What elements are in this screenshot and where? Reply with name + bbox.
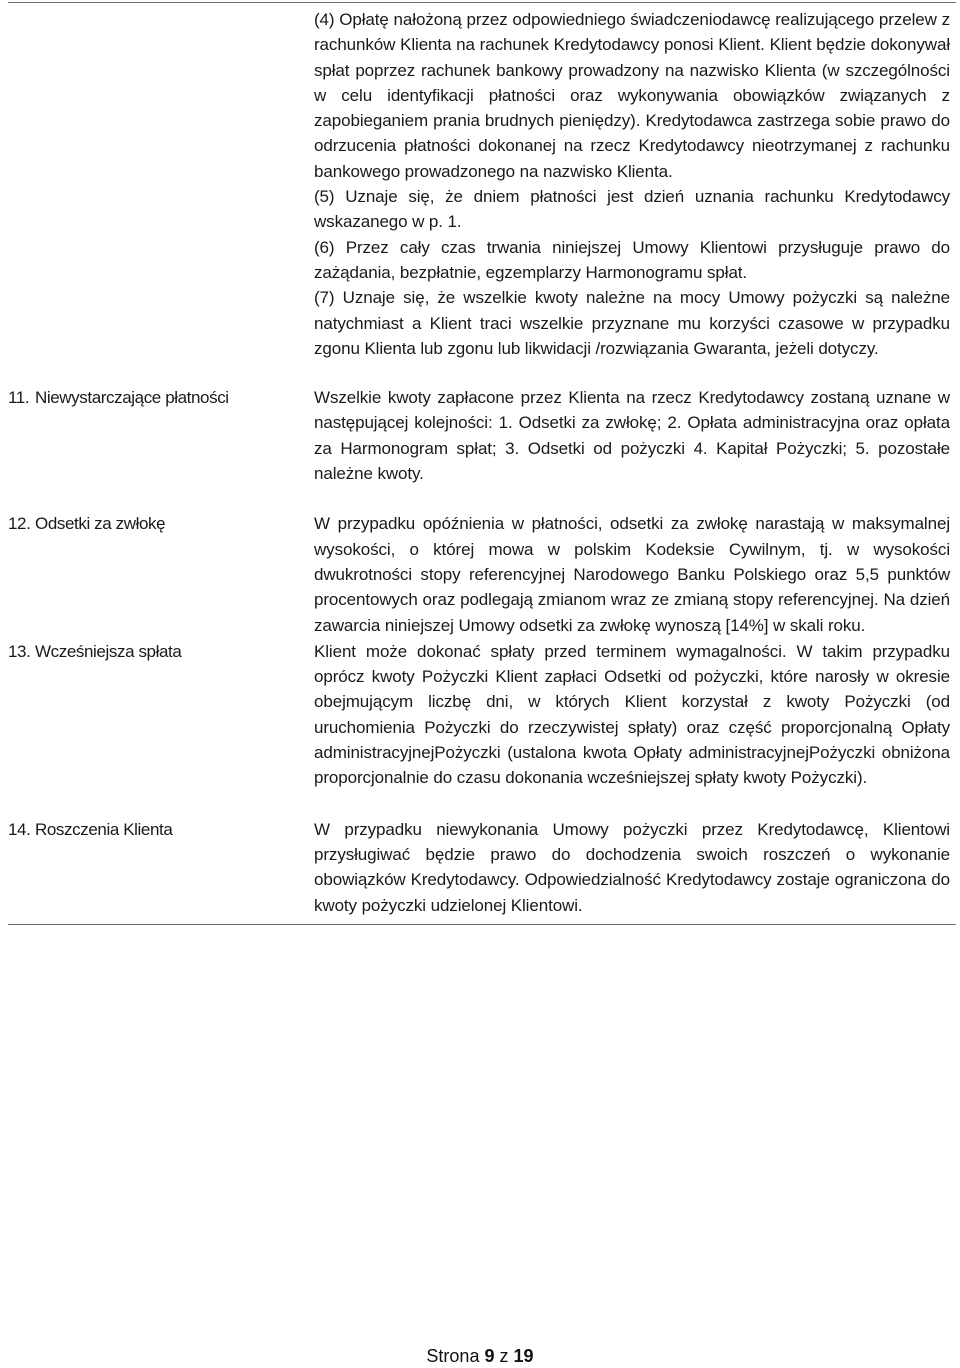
paragraph: (5) Uznaje się, że dniem płatności jest dzień uznania rachunku Kredytodawcy wskazanego w p. 1. bbox=[314, 187, 950, 232]
section-number: 12. bbox=[8, 514, 31, 534]
section-content bbox=[314, 7, 950, 361]
section-title: Wcześniejsza spłata bbox=[35, 641, 182, 661]
paragraph: (4) Opłatę nałożoną przez odpowiedniego świadczeniodawcę realizującego przelew z rachunków Klienta na rachunek Kredytodawcy ponosi Klient. Klient będzie dokonywał spłat poprzez rachunek bankowy prowadzony na nazwisko Klienta (w szczególności w celu identyfikacji płatności oraz wykonywania obowiązków związanych z zapobieganiem prania brudnych pieniędzy). Kredytodawca zastrzega sobie prawo do odrzucenia płatności dokonanej na rzecz Kredytodawcy nieotrzymanej z rachunku bankowego prowadzonego na nazwisko Klienta. bbox=[314, 10, 950, 181]
section-content bbox=[314, 385, 950, 486]
paragraph: (6) Przez cały czas trwania niniejszej Umowy Klientowi przysługuje prawo do zażądania, bezpłatnie, egzemplarzy Harmonogramu spłat. bbox=[314, 237, 950, 282]
section-title: Odsetki za zwłokę bbox=[35, 514, 166, 534]
section-label bbox=[8, 817, 314, 918]
terms-table bbox=[8, 2, 956, 925]
paragraph: Klient może dokonać spłaty przed terminem wymagalności. W takim przypadku oprócz kwoty Pożyczki Klient zapłaci Odsetki od pożyczki, które narosły w okresie obejmującym liczbę dni, w których Klient korzystał z kwoty Pożyczki (od uruchomienia Pożyczki do rzeczywistej spłaty) oraz część proporcjonalną Opłaty administracyjnejPożyczki (ustalona kwota Opłaty administracyjnejPożyczki obniżona proporcjonalnie do czasu dokonania wcześniejszej spłaty kwoty Pożyczki). bbox=[314, 641, 950, 788]
paragraph: W przypadku opóźnienia w płatności, odsetki za zwłokę narastają w maksymalnej wysokości, o której mowa w polskim Kodeksie Cywilnym, tj. w wysokości dwukrotności stopy referencyjnej Narodowego Banku Polskiego oraz 5,5 punktów procentowych oraz podlegają zmianom wraz ze zmianą stopy referencyjnej. Na dzień zawarcia niniejszej Umowy odsetki za zwłokę wynoszą [14%] w skali roku. bbox=[314, 514, 950, 635]
page-number-footer bbox=[0, 1344, 960, 1368]
page-current: 9 bbox=[484, 1346, 495, 1366]
section-row-continued bbox=[8, 3, 956, 385]
section-number: 13. bbox=[8, 641, 31, 661]
section-label bbox=[8, 639, 314, 791]
paragraph: W przypadku niewykonania Umowy pożyczki przez Kredytodawcę, Klientowi przysługiwać będzie prawo do dochodzenia swoich roszczeń o wykonanie obowiązków Kredytodawcy. Odpowiedzialność Kredytodawcy zostaje ograniczona do kwoty pożyczki udzielonej Klientowi. bbox=[314, 819, 950, 915]
page-separator: z bbox=[499, 1346, 509, 1366]
section-label bbox=[8, 511, 314, 637]
section-label-empty bbox=[8, 7, 314, 361]
page-total: 19 bbox=[513, 1346, 534, 1366]
section-number: 14. bbox=[8, 819, 31, 839]
section-row-14 bbox=[8, 817, 956, 924]
section-row-11 bbox=[8, 385, 956, 511]
section-title: Niewystarczające płatności bbox=[35, 388, 229, 408]
section-content bbox=[314, 817, 950, 918]
paragraph: Wszelkie kwoty zapłacone przez Klienta na rzecz Kredytodawcy zostaną uznane w następującej kolejności: 1. Odsetki za zwłokę; 2. Opłata administracyjna oraz opłata za Harmonogram spłat; 3. Odsetki od pożyczki 4. Kapitał Pożyczki; 5. pozostałe należne kwoty. bbox=[314, 388, 950, 484]
section-number: 11. bbox=[8, 388, 30, 408]
section-label bbox=[8, 385, 314, 486]
paragraph: (7) Uznaje się, że wszelkie kwoty należne na mocy Umowy pożyczki są należne natychmiast a Klient traci wszelkie przyznane mu korzyści czasowe w przypadku zgonu Klienta lub zgonu lub likwidacji /rozwiązania Gwaranta, jeżeli dotyczy. bbox=[314, 288, 950, 358]
section-row-12 bbox=[8, 511, 956, 638]
section-row-13 bbox=[8, 639, 956, 817]
page-label: Strona bbox=[426, 1346, 480, 1366]
section-content bbox=[314, 511, 950, 637]
section-title: Roszczenia Klienta bbox=[35, 819, 173, 839]
section-content bbox=[314, 639, 950, 791]
